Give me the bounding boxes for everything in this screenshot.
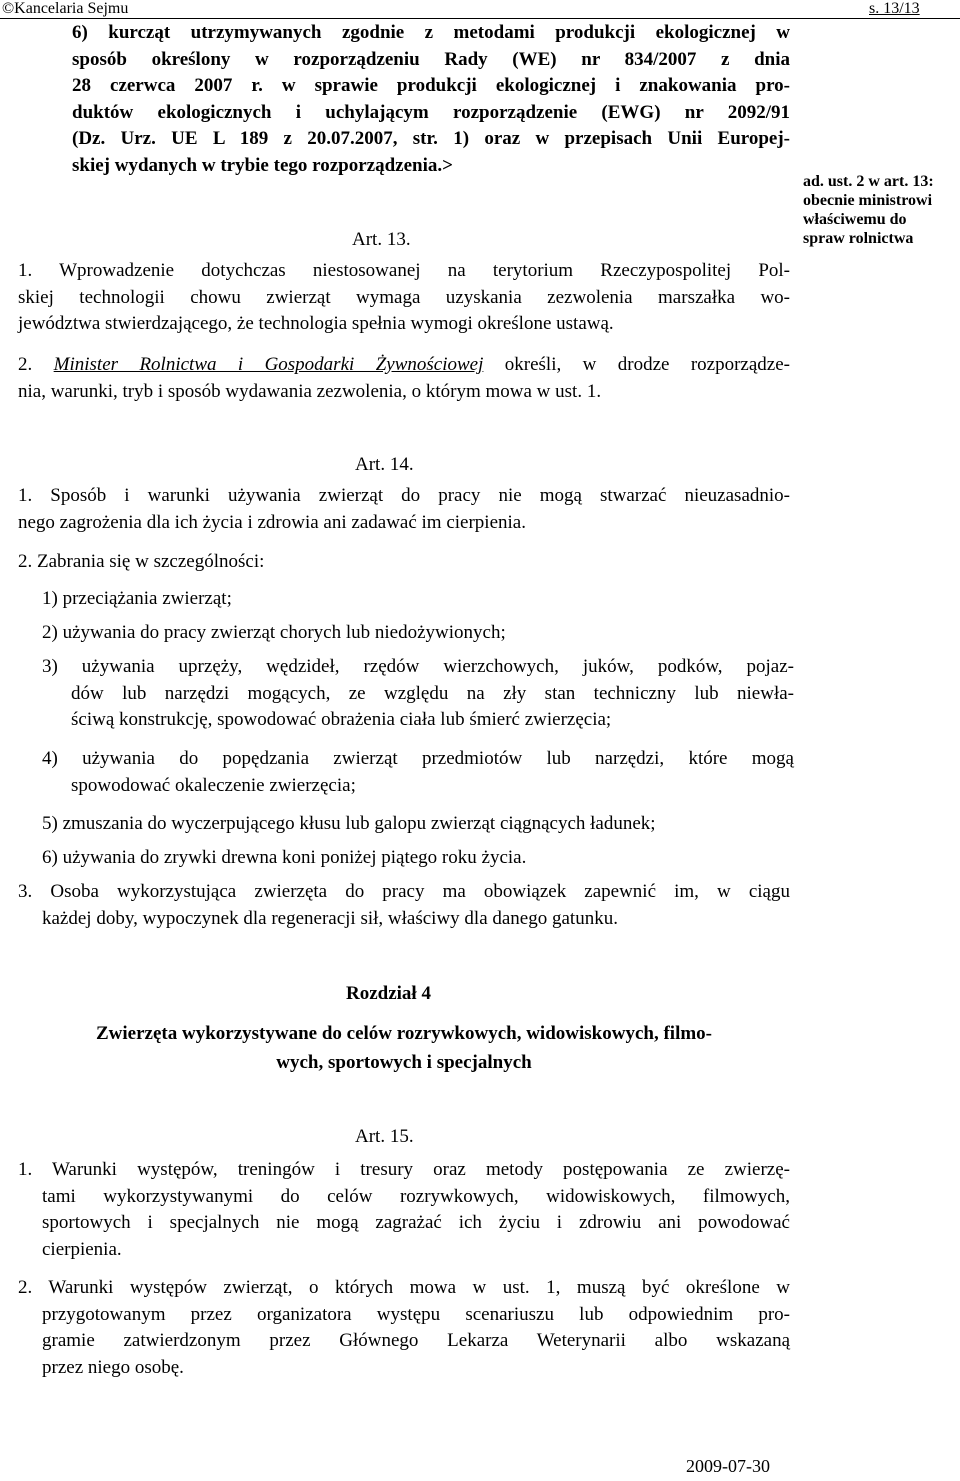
header-page-number: s. 13/13 xyxy=(869,0,920,17)
footer-date: 2009-07-30 xyxy=(686,1456,770,1476)
chapter-title: Rozdział 4 xyxy=(346,983,431,1004)
list-line: spowodować okaleczenie zwierzęcia; xyxy=(71,774,356,796)
list-item-2: 2) używania do pracy zwierząt chorych lub niedożywionych; xyxy=(42,622,506,643)
para-line: 3. Osoba wykorzystująca zwierzęta do pracy ma obowiązek zapewnić im, w ciągu xyxy=(18,881,790,902)
para-line: jewództwa stwierdzającego, że technologia spełnia wymogi określone ustawą. xyxy=(18,313,614,334)
para-line: 1. Warunki występów, treningów i tresury oraz metody postępowania ze zwierzę- xyxy=(18,1159,790,1180)
para-line: każdej doby, wypoczynek dla regeneracji sił, właściwy dla danego gatunku. xyxy=(42,907,618,929)
header-source: ©Kancelaria Sejmu xyxy=(2,0,129,17)
article-13-para-1 xyxy=(18,258,790,338)
list-item-3 xyxy=(42,654,794,734)
list-item-5: 5) zmuszania do wyczerpującego kłusu lub galopu zwierząt ciągnących ładunek; xyxy=(42,813,656,834)
article-15-title: Art. 15. xyxy=(355,1126,414,1147)
article-13-title: Art. 13. xyxy=(352,229,411,250)
para-line: nia, warunki, tryb i sposób wydawania zezwolenia, o którym mowa w ust. 1. xyxy=(18,380,602,402)
list-line: 3) używania uprzęży, wędzideł, rzędów wierzchowych, juków, podków, pojaz- xyxy=(42,656,794,677)
list-item-6: 6) używania do zrywki drewna koni poniżej piątego roku życia. xyxy=(42,847,527,868)
article-14-para-3 xyxy=(18,879,790,932)
item-6-line: 28 czerwca 2007 r. w sprawie produkcji ekologicznej i znakowania pro- xyxy=(72,75,790,96)
para-line: nego zagrożenia dla ich życia i zdrowia ani zadawać im cierpienia. xyxy=(18,511,526,533)
article-14-para-2: 2. Zabrania się w szczególności: xyxy=(18,551,265,572)
item-6-block xyxy=(72,20,790,179)
para-line: sportowych i specjalnych nie mogą zagrażać ich życiu i zdrowiu ani powodować xyxy=(42,1212,790,1233)
article-15-para-2 xyxy=(18,1275,790,1381)
list-line: dów lub narzędzi mogących, ze względu na zły stan techniczny lub niewła- xyxy=(71,682,794,704)
para-line: przez niego osobę. xyxy=(42,1356,184,1378)
list-item-4 xyxy=(42,746,794,799)
item-6-line: skiej wydanych w trybie tego rozporządzenia.> xyxy=(72,154,453,176)
minister-name: Minister Rolnictwa i Gospodarki Żywnościowej xyxy=(53,354,484,375)
para-line: przygotowanym przez organizatora występu scenariuszu lub odpowiednim pro- xyxy=(42,1303,790,1325)
para-line: 1. Sposób i warunki używania zwierząt do pracy nie mogą stwarzać nieuzasadnio- xyxy=(18,485,790,506)
chapter-subtitle-line: Zwierzęta wykorzystywane do celów rozrywkowych, widowiskowych, filmo- xyxy=(95,1023,712,1044)
list-line: 4) używania do popędzania zwierząt przedmiotów lub narzędzi, które mogą xyxy=(42,748,794,769)
chapter-subtitle-line: wych, sportowych i specjalnych xyxy=(276,1052,532,1073)
item-6-line: duktów ekologicznych i uchylającym rozporządzenie (EWG) nr 2092/91 xyxy=(72,101,790,123)
para-line: skiej technologii chowu zwierząt wymaga uzyskania zezwolenia marszałka wo- xyxy=(18,286,790,308)
item-6-line: 6) kurcząt utrzymywanych zgodnie z metodami produkcji ekologicznej w xyxy=(72,22,790,43)
para-line xyxy=(18,352,790,379)
margin-note-line: właściwemu do xyxy=(803,211,907,228)
para-text: określi, w drodze rozporządze- xyxy=(504,354,790,375)
margin-note xyxy=(803,172,960,248)
para-number: 2. xyxy=(18,354,33,375)
article-14-title: Art. 14. xyxy=(355,454,414,475)
list-line: ściwą konstrukcję, spowodować obrażenia ciała lub śmierć zwierzęcia; xyxy=(71,709,612,730)
para-line: tami wykorzystywanymi do celów rozrywkowych, widowiskowych, filmowych, xyxy=(42,1185,790,1207)
para-line: 2. Warunki występów zwierząt, o których mowa w ust. 1, muszą być określone w xyxy=(18,1277,790,1298)
list-item-1: 1) przeciążania zwierząt; xyxy=(42,588,232,609)
para-line: cierpienia. xyxy=(42,1238,122,1260)
para-line: gramie zatwierdzonym przez Głównego Lekarza Weterynarii albo wskazaną xyxy=(42,1330,790,1351)
article-14-para-1 xyxy=(18,483,790,536)
article-15-para-1 xyxy=(18,1157,790,1263)
margin-note-line: ad. ust. 2 w art. 13: xyxy=(803,173,934,190)
chapter-subtitle xyxy=(18,1019,790,1077)
header-divider xyxy=(0,18,960,19)
article-13-para-2 xyxy=(18,352,790,405)
para-line: 1. Wprowadzenie dotychczas niestosowanej na terytorium Rzeczypospolitej Pol- xyxy=(18,260,790,281)
margin-note-line: obecnie ministrowi xyxy=(803,192,933,209)
margin-note-line: spraw rolnictwa xyxy=(803,230,914,247)
item-6-line: sposób określony w rozporządzeniu Rady (WE) nr 834/2007 z dnia xyxy=(72,48,790,70)
item-6-line: (Dz. Urz. UE L 189 z 20.07.2007, str. 1) oraz w przepisach Unii Europej- xyxy=(72,128,790,149)
